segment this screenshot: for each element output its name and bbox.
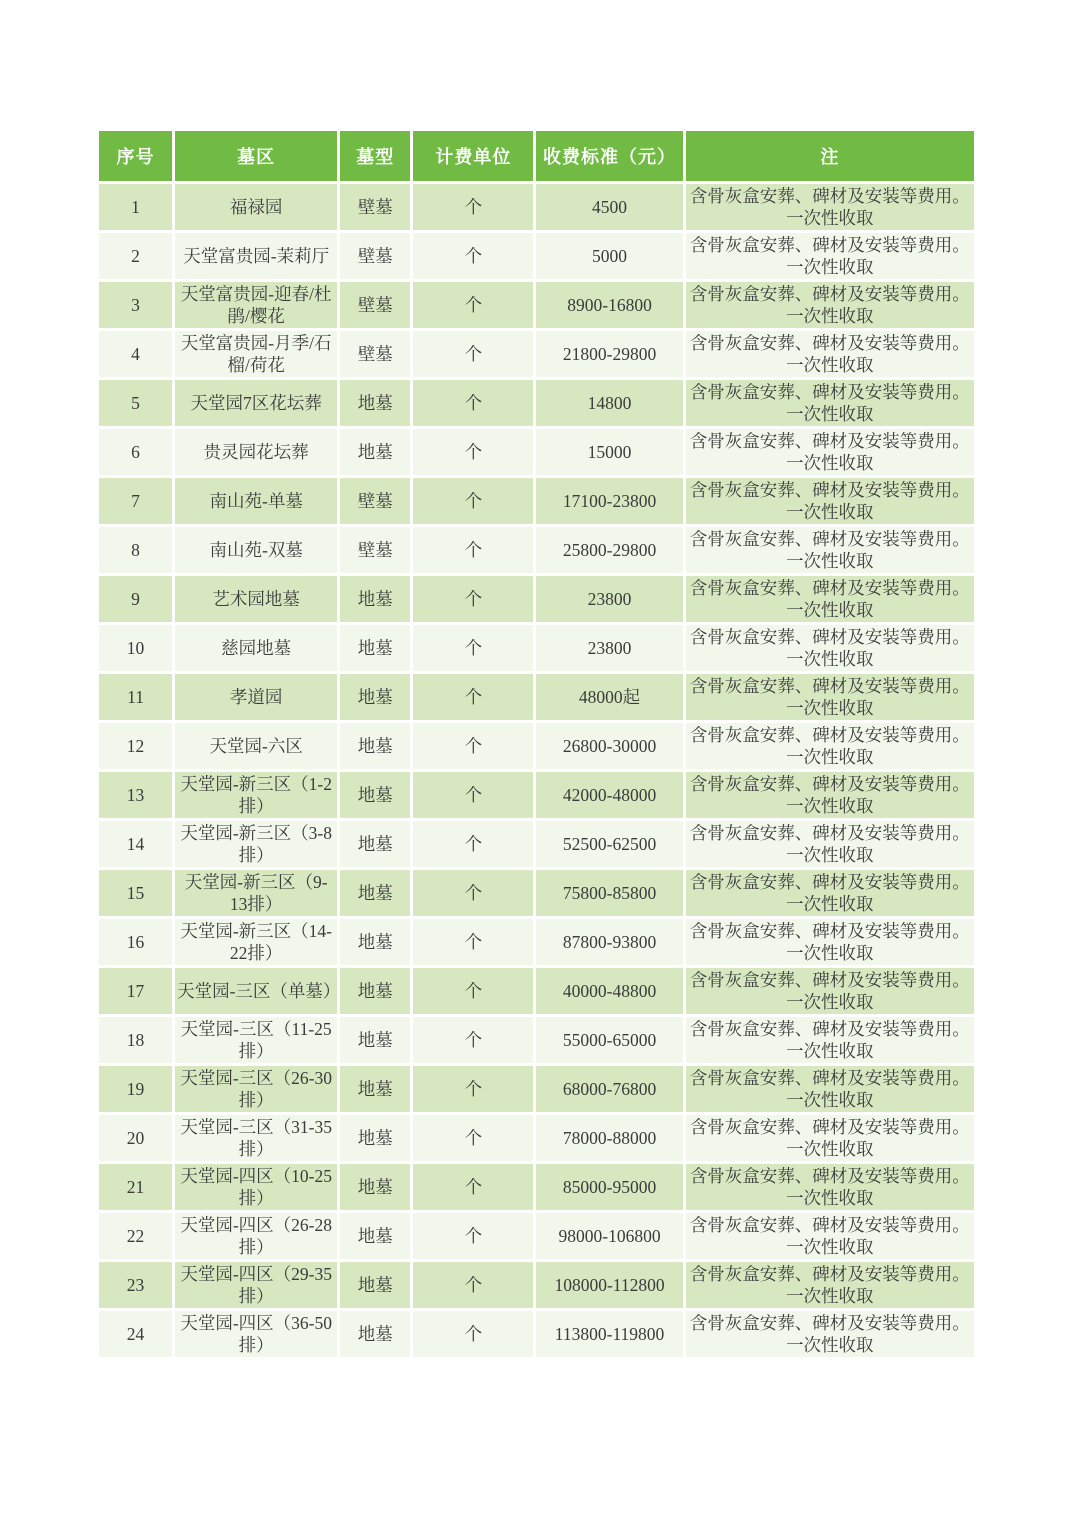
cell-price: 4500 (536, 184, 682, 230)
table-row (99, 527, 974, 573)
cell-type: 地墓 (340, 1115, 410, 1161)
cell-area: 贵灵园花坛葬 (175, 429, 337, 475)
cell-area: 天堂园-新三区（9-13排） (175, 870, 337, 916)
table-row (99, 233, 974, 279)
cell-price: 42000-48000 (536, 772, 682, 818)
note-line: 一次性收取 (786, 649, 874, 669)
cell-index: 4 (99, 331, 172, 377)
cell-unit: 个 (413, 380, 533, 426)
note-line: 含骨灰盒安葬、碑材及安装等费用。 (689, 332, 970, 353)
cell-area: 天堂园-三区（11-25排） (175, 1017, 337, 1063)
cell-type: 地墓 (340, 821, 410, 867)
column-header-price: 收费标准（元） (536, 131, 682, 181)
cell-type: 地墓 (340, 1017, 410, 1063)
note-line: 含骨灰盒安葬、碑材及安装等费用。 (689, 528, 970, 549)
table-row (99, 1311, 974, 1357)
table-row (99, 870, 974, 916)
note-line: 一次性收取 (786, 698, 874, 718)
note-line: 含骨灰盒安葬、碑材及安装等费用。 (689, 822, 970, 843)
table-row (99, 1164, 974, 1210)
cell-note (686, 331, 974, 377)
cell-index: 1 (99, 184, 172, 230)
cell-note (686, 478, 974, 524)
table-row (99, 723, 974, 769)
cell-index: 20 (99, 1115, 172, 1161)
cell-area: 天堂园-四区（26-28排） (175, 1213, 337, 1259)
cell-index: 19 (99, 1066, 172, 1112)
note-line: 一次性收取 (786, 845, 874, 865)
note-line: 含骨灰盒安葬、碑材及安装等费用。 (689, 381, 970, 402)
cell-area: 天堂园-四区（29-35排） (175, 1262, 337, 1308)
cell-index: 16 (99, 919, 172, 965)
cell-type: 地墓 (340, 625, 410, 671)
cell-price: 15000 (536, 429, 682, 475)
cell-area: 天堂园-新三区（14-22排） (175, 919, 337, 965)
cell-unit: 个 (413, 233, 533, 279)
cell-note (686, 1115, 974, 1161)
cell-area: 天堂园-三区（26-30排） (175, 1066, 337, 1112)
cell-index: 12 (99, 723, 172, 769)
note-line: 一次性收取 (786, 894, 874, 914)
note-line: 一次性收取 (786, 796, 874, 816)
note-line: 含骨灰盒安葬、碑材及安装等费用。 (689, 1263, 970, 1284)
cell-unit: 个 (413, 576, 533, 622)
cell-unit: 个 (413, 772, 533, 818)
cell-unit: 个 (413, 919, 533, 965)
cell-type: 壁墓 (340, 527, 410, 573)
note-line: 含骨灰盒安葬、碑材及安装等费用。 (689, 479, 970, 500)
cell-unit: 个 (413, 968, 533, 1014)
cell-note (686, 1066, 974, 1112)
cell-unit: 个 (413, 184, 533, 230)
cell-area: 天堂富贵园-月季/石榴/荷花 (175, 331, 337, 377)
cell-price: 52500-62500 (536, 821, 682, 867)
cell-note (686, 380, 974, 426)
cell-type: 地墓 (340, 968, 410, 1014)
cell-note (686, 1311, 974, 1357)
table-row (99, 184, 974, 230)
note-line: 一次性收取 (786, 1286, 874, 1306)
table-row (99, 674, 974, 720)
cell-type: 地墓 (340, 1066, 410, 1112)
cell-type: 壁墓 (340, 233, 410, 279)
cell-note (686, 723, 974, 769)
note-line: 含骨灰盒安葬、碑材及安装等费用。 (689, 920, 970, 941)
cell-type: 地墓 (340, 919, 410, 965)
cell-note (686, 282, 974, 328)
cell-type: 地墓 (340, 1311, 410, 1357)
note-line: 含骨灰盒安葬、碑材及安装等费用。 (689, 626, 970, 647)
cell-unit: 个 (413, 1262, 533, 1308)
column-header-note: 注 (686, 131, 974, 181)
cell-note (686, 821, 974, 867)
note-line: 一次性收取 (786, 1090, 874, 1110)
cell-type: 壁墓 (340, 184, 410, 230)
cell-price: 5000 (536, 233, 682, 279)
table-row (99, 968, 974, 1014)
cell-type: 地墓 (340, 1213, 410, 1259)
cell-price: 98000-106800 (536, 1213, 682, 1259)
cell-unit: 个 (413, 1213, 533, 1259)
cell-note (686, 625, 974, 671)
cell-index: 3 (99, 282, 172, 328)
cell-note (686, 1017, 974, 1063)
cell-index: 11 (99, 674, 172, 720)
note-line: 一次性收取 (786, 306, 874, 326)
note-line: 一次性收取 (786, 600, 874, 620)
cell-price: 85000-95000 (536, 1164, 682, 1210)
cell-price: 68000-76800 (536, 1066, 682, 1112)
note-line: 含骨灰盒安葬、碑材及安装等费用。 (689, 234, 970, 255)
column-header-area: 墓区 (175, 131, 337, 181)
cell-index: 5 (99, 380, 172, 426)
cell-note (686, 233, 974, 279)
cell-area: 天堂园-新三区（1-2排） (175, 772, 337, 818)
cell-note (686, 1164, 974, 1210)
cell-unit: 个 (413, 870, 533, 916)
fee-table-container (96, 128, 977, 1360)
table-row (99, 331, 974, 377)
cell-price: 108000-112800 (536, 1262, 682, 1308)
cell-index: 14 (99, 821, 172, 867)
table-row (99, 1213, 974, 1259)
cell-price: 8900-16800 (536, 282, 682, 328)
cell-unit: 个 (413, 1311, 533, 1357)
cell-type: 地墓 (340, 576, 410, 622)
table-row (99, 772, 974, 818)
cell-index: 24 (99, 1311, 172, 1357)
cell-unit: 个 (413, 1164, 533, 1210)
cell-type: 壁墓 (340, 282, 410, 328)
cell-price: 40000-48800 (536, 968, 682, 1014)
table-row (99, 821, 974, 867)
cell-note (686, 527, 974, 573)
cell-unit: 个 (413, 821, 533, 867)
cell-area: 慈园地墓 (175, 625, 337, 671)
cell-type: 地墓 (340, 380, 410, 426)
note-line: 含骨灰盒安葬、碑材及安装等费用。 (689, 1214, 970, 1235)
fee-table (96, 128, 977, 1360)
cell-index: 9 (99, 576, 172, 622)
table-row (99, 625, 974, 671)
note-line: 一次性收取 (786, 453, 874, 473)
table-row (99, 1262, 974, 1308)
cell-price: 17100-23800 (536, 478, 682, 524)
cell-note (686, 674, 974, 720)
cell-area: 艺术园地墓 (175, 576, 337, 622)
cell-index: 23 (99, 1262, 172, 1308)
cell-area: 天堂园7区花坛葬 (175, 380, 337, 426)
cell-unit: 个 (413, 331, 533, 377)
cell-type: 地墓 (340, 674, 410, 720)
note-line: 含骨灰盒安葬、碑材及安装等费用。 (689, 773, 970, 794)
note-line: 一次性收取 (786, 747, 874, 767)
table-row (99, 380, 974, 426)
note-line: 一次性收取 (786, 208, 874, 228)
note-line: 含骨灰盒安葬、碑材及安装等费用。 (689, 1116, 970, 1137)
cell-type: 地墓 (340, 1164, 410, 1210)
cell-note (686, 870, 974, 916)
note-line: 含骨灰盒安葬、碑材及安装等费用。 (689, 1018, 970, 1039)
cell-price: 25800-29800 (536, 527, 682, 573)
cell-area: 天堂园-三区（单墓） (175, 968, 337, 1014)
cell-index: 18 (99, 1017, 172, 1063)
cell-area: 天堂园-四区（36-50排） (175, 1311, 337, 1357)
table-row (99, 919, 974, 965)
table-row (99, 1066, 974, 1112)
note-line: 含骨灰盒安葬、碑材及安装等费用。 (689, 969, 970, 990)
cell-type: 地墓 (340, 723, 410, 769)
note-line: 一次性收取 (786, 943, 874, 963)
cell-price: 21800-29800 (536, 331, 682, 377)
cell-index: 10 (99, 625, 172, 671)
fee-table-body (99, 184, 974, 1357)
cell-unit: 个 (413, 1066, 533, 1112)
note-line: 含骨灰盒安葬、碑材及安装等费用。 (689, 1312, 970, 1333)
note-line: 含骨灰盒安葬、碑材及安装等费用。 (689, 1067, 970, 1088)
cell-index: 7 (99, 478, 172, 524)
note-line: 含骨灰盒安葬、碑材及安装等费用。 (689, 283, 970, 304)
table-row (99, 1115, 974, 1161)
cell-price: 23800 (536, 625, 682, 671)
cell-type: 地墓 (340, 772, 410, 818)
note-line: 一次性收取 (786, 355, 874, 375)
cell-price: 87800-93800 (536, 919, 682, 965)
cell-area: 福禄园 (175, 184, 337, 230)
cell-index: 21 (99, 1164, 172, 1210)
cell-area: 天堂富贵园-迎春/杜鹃/樱花 (175, 282, 337, 328)
cell-note (686, 968, 974, 1014)
cell-price: 78000-88000 (536, 1115, 682, 1161)
note-line: 含骨灰盒安葬、碑材及安装等费用。 (689, 675, 970, 696)
header-row (99, 131, 974, 181)
cell-area: 天堂富贵园-茉莉厅 (175, 233, 337, 279)
note-line: 含骨灰盒安葬、碑材及安装等费用。 (689, 724, 970, 745)
note-line: 一次性收取 (786, 1139, 874, 1159)
cell-unit: 个 (413, 282, 533, 328)
cell-price: 75800-85800 (536, 870, 682, 916)
cell-unit: 个 (413, 429, 533, 475)
note-line: 含骨灰盒安葬、碑材及安装等费用。 (689, 871, 970, 892)
note-line: 一次性收取 (786, 992, 874, 1012)
column-header-index: 序号 (99, 131, 172, 181)
note-line: 一次性收取 (786, 1335, 874, 1355)
cell-unit: 个 (413, 527, 533, 573)
cell-unit: 个 (413, 1017, 533, 1063)
table-row (99, 1017, 974, 1063)
column-header-unit: 计费单位 (413, 131, 533, 181)
cell-index: 2 (99, 233, 172, 279)
cell-note (686, 1262, 974, 1308)
note-line: 一次性收取 (786, 1188, 874, 1208)
cell-index: 13 (99, 772, 172, 818)
cell-type: 地墓 (340, 1262, 410, 1308)
cell-type: 壁墓 (340, 478, 410, 524)
column-header-type: 墓型 (340, 131, 410, 181)
cell-index: 6 (99, 429, 172, 475)
table-row (99, 478, 974, 524)
cell-area: 天堂园-新三区（3-8排） (175, 821, 337, 867)
cell-unit: 个 (413, 625, 533, 671)
cell-price: 23800 (536, 576, 682, 622)
table-row (99, 576, 974, 622)
cell-note (686, 576, 974, 622)
note-line: 一次性收取 (786, 404, 874, 424)
cell-unit: 个 (413, 723, 533, 769)
cell-note (686, 772, 974, 818)
cell-note (686, 919, 974, 965)
cell-type: 壁墓 (340, 331, 410, 377)
cell-area: 天堂园-四区（10-25排） (175, 1164, 337, 1210)
cell-index: 15 (99, 870, 172, 916)
cell-note (686, 184, 974, 230)
cell-area: 天堂园-六区 (175, 723, 337, 769)
cell-type: 地墓 (340, 429, 410, 475)
cell-index: 17 (99, 968, 172, 1014)
cell-price: 55000-65000 (536, 1017, 682, 1063)
note-line: 一次性收取 (786, 257, 874, 277)
cell-price: 14800 (536, 380, 682, 426)
note-line: 含骨灰盒安葬、碑材及安装等费用。 (689, 430, 970, 451)
note-line: 含骨灰盒安葬、碑材及安装等费用。 (689, 1165, 970, 1186)
cell-price: 48000起 (536, 674, 682, 720)
cell-index: 22 (99, 1213, 172, 1259)
table-row (99, 282, 974, 328)
cell-note (686, 429, 974, 475)
cell-area: 南山苑-单墓 (175, 478, 337, 524)
table-row (99, 429, 974, 475)
note-line: 一次性收取 (786, 502, 874, 522)
cell-price: 26800-30000 (536, 723, 682, 769)
note-line: 含骨灰盒安葬、碑材及安装等费用。 (689, 185, 970, 206)
note-line: 一次性收取 (786, 1041, 874, 1061)
note-line: 含骨灰盒安葬、碑材及安装等费用。 (689, 577, 970, 598)
note-line: 一次性收取 (786, 1237, 874, 1257)
cell-area: 天堂园-三区（31-35排） (175, 1115, 337, 1161)
cell-unit: 个 (413, 1115, 533, 1161)
cell-unit: 个 (413, 478, 533, 524)
cell-area: 南山苑-双墓 (175, 527, 337, 573)
note-line: 一次性收取 (786, 551, 874, 571)
cell-type: 地墓 (340, 870, 410, 916)
cell-price: 113800-119800 (536, 1311, 682, 1357)
cell-unit: 个 (413, 674, 533, 720)
cell-note (686, 1213, 974, 1259)
cell-area: 孝道园 (175, 674, 337, 720)
cell-index: 8 (99, 527, 172, 573)
